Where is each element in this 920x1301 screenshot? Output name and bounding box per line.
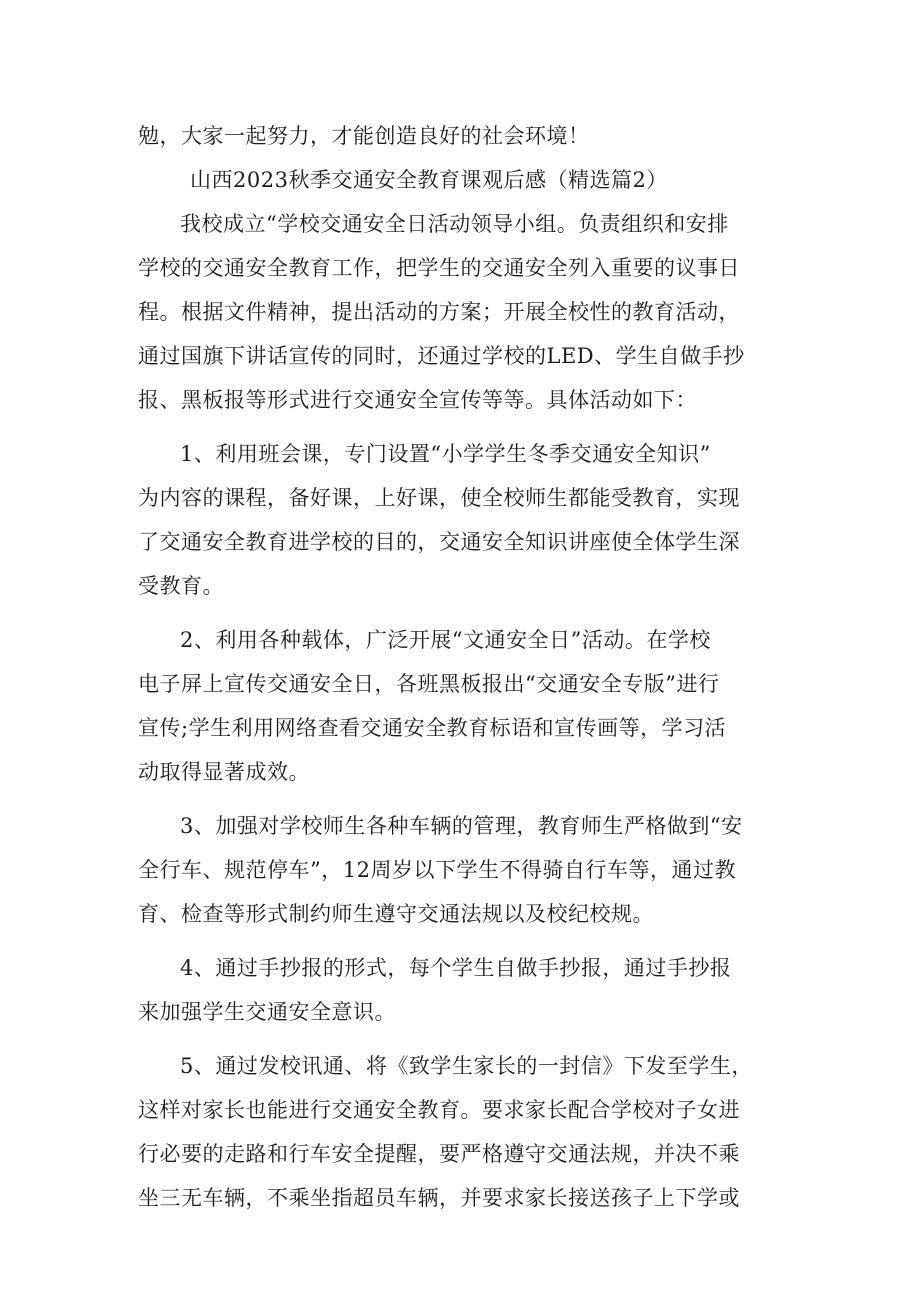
paragraph-line: 行必要的走路和行车安全提醒，要严格遵守交通法规，并决不乘	[138, 1142, 740, 1166]
item-4-paragraph	[138, 946, 788, 1034]
paragraph-line: 3、加强对学校师生各种车辆的管理，教育师生严格做到“安	[180, 814, 743, 838]
item-3-paragraph	[138, 804, 788, 936]
paragraph-line: 育、检查等形式制约师生遵守交通法规以及校纪校规。	[138, 902, 654, 926]
paragraph-line: 这样对家长也能进行交通安全教育。要求家长配合学校对子女进	[138, 1098, 740, 1122]
paragraph-line: 通过国旗下讲话宣传的同时，还通过学校的LED、学生自做手抄	[138, 344, 745, 368]
item-5-paragraph	[138, 1044, 788, 1220]
document-body	[138, 114, 788, 1220]
paragraph-line: 5、通过发校讯通、将《致学生家长的一封信》下发至学生，	[180, 1054, 753, 1078]
paragraph-line: 为内容的课程，备好课，上好课，使全校师生都能受教育，实现	[138, 486, 740, 510]
paragraph-line: 我校成立“学校交通安全日活动领导小组。负责组织和安排	[180, 212, 729, 236]
paragraph-line: 2、利用各种载体，广泛开展“文通安全日”活动。在学校	[180, 628, 711, 652]
paragraph-line: 坐三无车辆，不乘坐指超员车辆，并要求家长接送孩子上下学或	[138, 1186, 740, 1210]
paragraph-line: 全行车、规范停车”，12周岁以下学生不得骑自行车等，通过教	[138, 858, 736, 882]
paragraph-line: 1、利用班会课，专门设置“小学学生冬季交通安全知识”	[180, 442, 711, 466]
paragraph-line: 来加强学生交通安全意识。	[138, 1000, 396, 1024]
paragraph-line: 4、通过手抄报的形式，每个学生自做手抄报，通过手抄报	[180, 956, 732, 980]
paragraph-line: 宣传;学生利用网络查看交通安全教育标语和宣传画等，学习活	[138, 716, 727, 740]
item-2-paragraph	[138, 618, 788, 794]
paragraph-line: 受教育。	[138, 574, 224, 598]
opening-line: 勉，大家一起努力，才能创造良好的社会环境！	[138, 124, 590, 148]
paragraph-line: 动取得显著成效。	[138, 760, 310, 784]
section-title: 山西2023秋季交通安全教育课观后感（精选篇2）	[190, 168, 668, 192]
paragraph-line: 学校的交通安全教育工作，把学生的交通安全列入重要的议事日	[138, 256, 740, 280]
item-1-paragraph	[138, 432, 788, 608]
paragraph-line: 电子屏上宣传交通安全日，各班黑板报出“交通安全专版”进行	[138, 672, 720, 696]
paragraph-line: 报、黑板报等形式进行交通安全宣传等等。具体活动如下：	[138, 388, 697, 412]
paragraph-line: 程。根据文件精神，提出活动的方案；开展全校性的教育活动，	[138, 300, 740, 324]
paragraph-line: 了交通安全教育进学校的目的，交通安全知识讲座使全体学生深	[138, 530, 740, 554]
intro-paragraph	[138, 202, 788, 422]
